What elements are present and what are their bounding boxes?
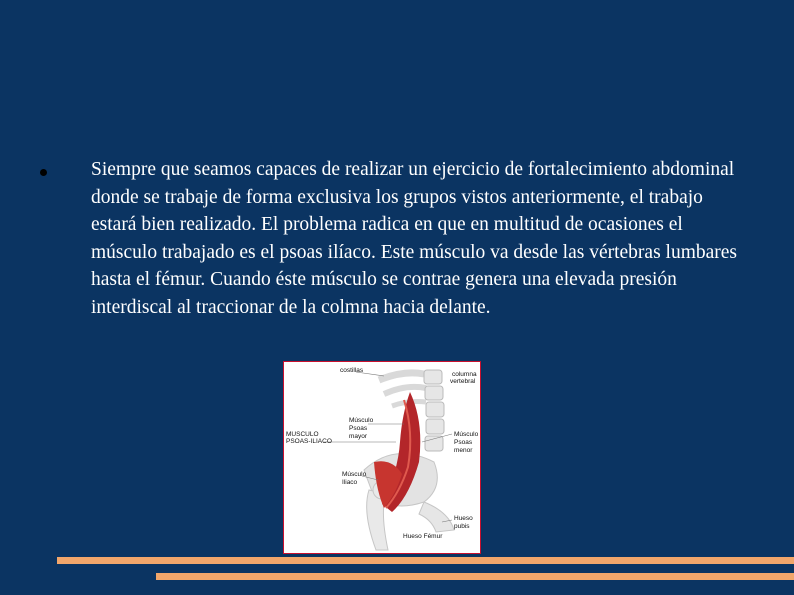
label-musculo: MUSCULO: [286, 431, 319, 438]
anatomy-illustration: [284, 362, 481, 554]
label-iliaco-2: Iliaco: [342, 479, 358, 486]
label-psoas-mayor-1: Músculo: [349, 417, 374, 424]
label-iliaco-1: Músculo: [342, 471, 367, 478]
label-psoas-menor-1: Músculo: [454, 431, 479, 438]
label-costillas: costillas: [340, 367, 364, 374]
label-psoas-menor-3: menor: [454, 447, 473, 454]
label-pubis-1: Hueso: [454, 515, 473, 522]
bullet-icon: [40, 169, 47, 176]
label-femur: Hueso Fémur: [403, 533, 443, 540]
bullet-paragraph: Siempre que seamos capaces de realizar un ejercicio de fortalecimiento abdominal donde se trabaje de forma exclusiva los grupos vistos anteriormente, el trabajo estará bien realizado. El problema radica en que en multitud de ocasiones el músculo trabajado es el psoas ilíaco. Este músculo va desde las vértebras lumbares hasta el fémur. Cuando éste músculo se contrae genera una elevada presión interdiscal al traccionar de la colmna hacia delante.: [91, 159, 738, 318]
label-columna: columna: [452, 371, 477, 378]
label-vertebral: vertebral: [450, 378, 476, 385]
accent-bar-bottom: [156, 573, 794, 580]
accent-bar-top: [57, 557, 794, 564]
psoas-anatomy-figure: [283, 361, 481, 554]
label-psoas-iliaco: PSOAS-ILIACO: [286, 438, 332, 445]
label-psoas-menor-2: Psoas: [454, 439, 473, 446]
label-psoas-mayor-2: Psoas: [349, 425, 368, 432]
label-psoas-mayor-3: mayor: [349, 433, 368, 440]
label-pubis-2: pubis: [454, 523, 470, 530]
